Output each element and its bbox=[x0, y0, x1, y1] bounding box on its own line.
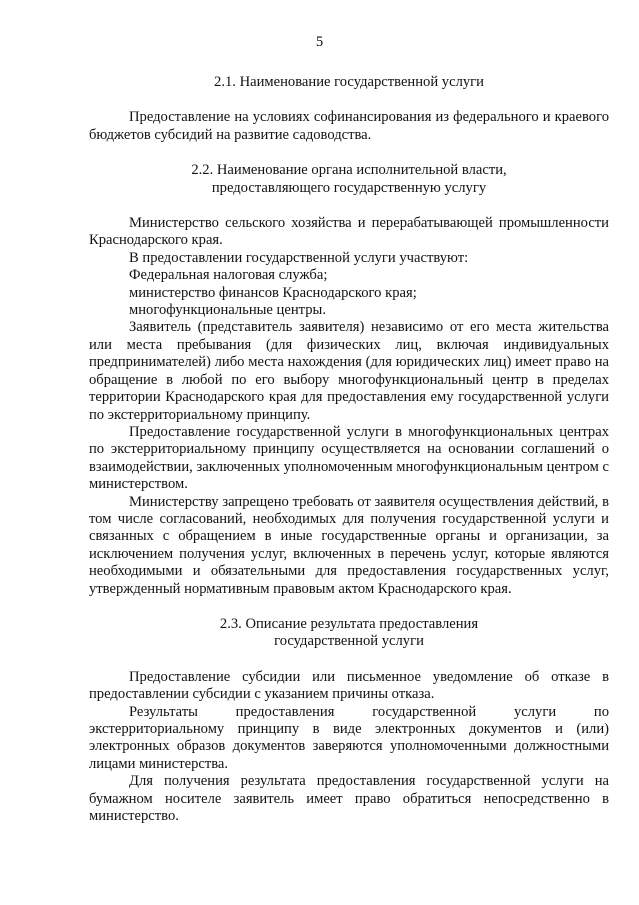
paragraph: Предоставление субсидии или письменное уведомление об отказе в предоставлении субсидии с указанием причины отказа. bbox=[89, 668, 609, 703]
paragraph: В предоставлении государственной услуги участвуют: bbox=[129, 249, 469, 266]
document-body bbox=[89, 74, 609, 825]
page-number: 5 bbox=[315, 34, 324, 50]
section-heading-2-2-line-2: предоставляющего государственную услугу bbox=[211, 179, 487, 196]
list-item: министерство финансов Краснодарского края; bbox=[129, 284, 417, 301]
list-item: Федеральная налоговая служба; bbox=[129, 267, 328, 284]
paragraph: Предоставление государственной услуги в многофункциональных центрах по экстерриториальному принципу осуществляется на основании соглашений о взаимодействии, заключенных уполномоченным многофункциональным центром с министерством. bbox=[89, 423, 609, 493]
paragraph: Результаты предоставления государственной услуги по экстерриториальному принципу в виде электронных документов и (или) электронных образов документов заверяются уполномоченными должностными лицами министерства. bbox=[89, 703, 609, 772]
section-heading-2-1: 2.1. Наименование государственной услуги bbox=[214, 74, 484, 90]
paragraph: Предоставление на условиях софинансирования из федерального и краевого бюджетов субсидий на развитие садоводства. bbox=[89, 109, 609, 143]
section-heading-2-2-line-1: 2.2. Наименование органа исполнительной власти, bbox=[191, 162, 507, 179]
paragraph: Заявитель (представитель заявителя) независимо от его места жительства или места пребывания (для физических лиц, включая индивидуальных предпринимателей) либо места нахождения (для юридических лиц) имеет право на обращение в любой по его выбору многофункциональный центр в пределах территории Краснодарского края для предоставления ему государственной услуги по экстерриториальному принципу. bbox=[89, 319, 609, 423]
paragraph: Министерству запрещено требовать от заявителя осуществления действий, в том числе согласований, необходимых для получения государственной услуги и связанных с обращением в иные государственные органы и организации, за исключением получения услуг, включенных в перечень услуг, которые являются необходимыми и обязательными для предоставления государственных услуг, утвержденный нормативным правовым актом Краснодарского края. bbox=[89, 493, 609, 597]
list-item: многофункциональные центры. bbox=[129, 302, 326, 319]
paragraph: Министерство сельского хозяйства и перерабатывающей промышленности Краснодарского края. bbox=[89, 215, 609, 249]
section-heading-2-3-line-1: 2.3. Описание результата предоставления bbox=[219, 615, 479, 632]
paragraph: Для получения результата предоставления государственной услуги на бумажном носителе заявитель имеет право обратиться непосредственно в министерство. bbox=[89, 773, 609, 825]
section-heading-2-3-line-2: государственной услуги bbox=[274, 633, 424, 650]
